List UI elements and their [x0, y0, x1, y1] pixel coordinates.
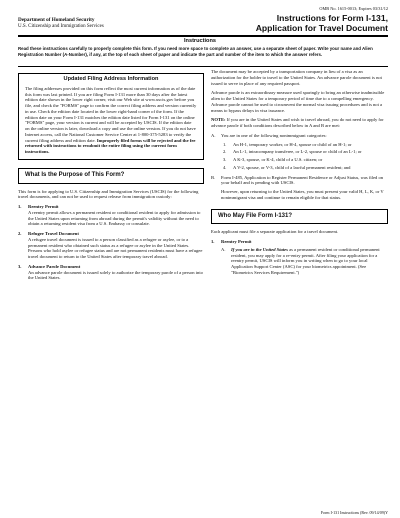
filing-box-title: Updated Filing Address Information [63, 76, 159, 82]
condition-a-text: You are in one of the following nonimmigrant categories: [221, 132, 327, 138]
form-title-line2: Application for Travel Document [255, 23, 388, 33]
right-paragraph-1: The document may be accepted by a transportation company in lieu of a visa as an authorization for the holder to travel to the United States. An advance parole document is not issued to serve in place of any required passport. [211, 69, 382, 86]
who-heading: Who May File Form I-131? [211, 209, 388, 225]
mid-rule [18, 66, 388, 67]
condition-a-list [223, 142, 388, 171]
list-item-text: An H-1, temporary worker, or H-4, spouse or child of an H-1; or [233, 141, 352, 147]
filing-address-box [18, 73, 204, 160]
list-item [223, 142, 388, 148]
list-item-num: 1. [223, 141, 227, 147]
condition-b-text: Form I-485, Application to Register Permanent Residence or Adjust Status, was filed on your behalf and is pending with USCIS. [221, 174, 384, 186]
footer-edition: Form I-131 Instructions (Rev. 09/14/09)Y [320, 510, 388, 515]
right-column [211, 69, 388, 276]
who-item-1a [221, 247, 388, 276]
purpose-item-3-text: An advance parole document is issued solely to authorize the temporary parole of a person into the United States. [28, 269, 203, 281]
list-item [223, 165, 388, 171]
instructions-text: Read these instructions carefully to properly complete this form. If you need more space to complete an answer, use a separate sheet of paper. Write your name and Alien Registration Number (A-Number), if any, at the top of each sheet of paper and indicate the part and number of the item to which the answer refers. [18, 46, 373, 57]
note-label: NOTE: [211, 117, 226, 123]
purpose-heading: What Is the Purpose of This Form? [18, 168, 204, 184]
list-item-num: 2. [223, 149, 227, 155]
agency-block [18, 17, 104, 30]
omb-number: OMB No. 1615-0013; Expires 03/31/12 [319, 6, 388, 11]
purpose-item-2-text: A refugee travel document is issued to a person classified as a refugee or asylee, or to a permanent resident who obtained such status as a refugee or asylee in the United States. Persons who hold asylee or refugee status and are not permanent residents must have a refugee travel document to return to the United States after temporary travel abroad. [28, 236, 203, 259]
note-text: If you are in the United States and wish to travel abroad, you do not need to apply for advance parole if both conditions described below in A and B are met: [211, 117, 384, 128]
agency-dept: Department of Homeland Security [18, 17, 95, 23]
form-title [256, 13, 388, 33]
purpose-item-1 [18, 204, 204, 210]
condition-b-label: B. [211, 174, 216, 180]
left-column [18, 73, 204, 285]
list-item-text: A V-2, spouse, or V-3, child of a lawful permanent resident; and [233, 164, 351, 170]
list-item-num: 3. [223, 157, 227, 162]
condition-a [211, 133, 388, 139]
note-paragraph [211, 117, 388, 129]
filing-box-warning: Improperly filed forms will be rejected and the fee returned with instructions to resubmit the entire filing using the current form instructions. [25, 137, 196, 154]
purpose-item-3-title: Advance Parole Document [28, 263, 81, 269]
purpose-item-1-text: A reentry permit allows a permanent resident or conditional resident to apply for admission to the United States upon returning from abroad during the permit's validity without the need to obtain a returning resident visa from a U.S. Embassy or consulate. [28, 209, 201, 227]
form-title-line1: Instructions for Form I-131, [276, 13, 388, 23]
list-item-text: An L-1, intracompany transferee, or L-2, spouse or child of an L-1; or [233, 149, 362, 155]
who-item-1a-label: A. [221, 246, 226, 252]
who-intro: Each applicant must file a separate application for a travel document. [211, 229, 339, 235]
filing-box-text: The filing addresses provided on this form reflect the most current information as of the date this form was last printed. If you are filing Form I-131 more than 30 days after the latest edition date shown in the lower right corner, visit our Web site at www.uscis.gov before you file, and check the "FORMS" page to confirm the correct filing address and version currently in use. Check the edition date located in the lower right-hand corner of the form. If the edition date on your Form I-131 matches the edition date listed for Form I-131 on the online "FORMS" page, your version is current and will be accepted by USCIS. If the edition date on the online version is later, download a copy and use the online version. If you do not have Internet access, call the National Customer Service Center at 1-800-375-5283 to verify the current filing address and edition date. [25, 85, 197, 143]
purpose-item-2-title: Refugee Travel Document [28, 231, 79, 236]
who-item-1 [211, 239, 388, 245]
instructions-heading: Instructions [183, 38, 216, 44]
purpose-item-2 [18, 231, 204, 237]
who-item-1a-text: as a permanent resident or conditional permanent resident, you may apply for a re-entry permit. After filing your application for a reentry permit, USCIS will inform you in writing when to go to your local Application Support Center (ASC) for your biometrics appointment. (See "Biometrics Services Requirement.") [231, 246, 380, 275]
purpose-item-1-title: Reentry Permit [28, 204, 59, 209]
who-item-1a-body [231, 247, 388, 276]
purpose-item-2-num: 2. [18, 231, 22, 236]
who-item-1-num: 1. [211, 239, 215, 244]
purpose-item-3 [18, 264, 204, 270]
list-item-text: A K-3, spouse, or K-4, child of a U.S. citizen; or [233, 157, 323, 162]
agency-sub: U.S. Citizenship and Immigration Services [18, 24, 104, 29]
list-item-num: 4. [223, 164, 227, 170]
condition-a-label: A. [211, 132, 216, 138]
who-item-1a-italic: If you are in the United States [231, 246, 288, 252]
right-paragraph-2: Advance parole is an extraordinary measure used sparingly to bring an otherwise inadmissible alien to the United States for a temporary period of time due to a compelling emergency. Advance parole cannot be used to circumvent the normal visa issuing procedures and is not a means to bypass delays in visa issuance. [211, 90, 385, 113]
list-item [223, 157, 388, 163]
purpose-item-1-num: 1. [18, 204, 22, 209]
condition-b [211, 175, 388, 187]
purpose-intro: This form is for applying to U.S. Citizenship and Immigration Services (USCIS) for the following travel documents, and can not be used to request release from immigration custody: [18, 188, 199, 200]
list-item [223, 149, 388, 155]
top-rule [18, 35, 388, 37]
right-paragraph-3: However, upon returning to the United States, you must present your valid H, L, K, or V nonimmigrant visa and continue to remain eligible for that status. [221, 189, 384, 200]
purpose-item-3-num: 3. [18, 263, 22, 269]
who-item-1-title: Reentry Permit [221, 239, 252, 244]
